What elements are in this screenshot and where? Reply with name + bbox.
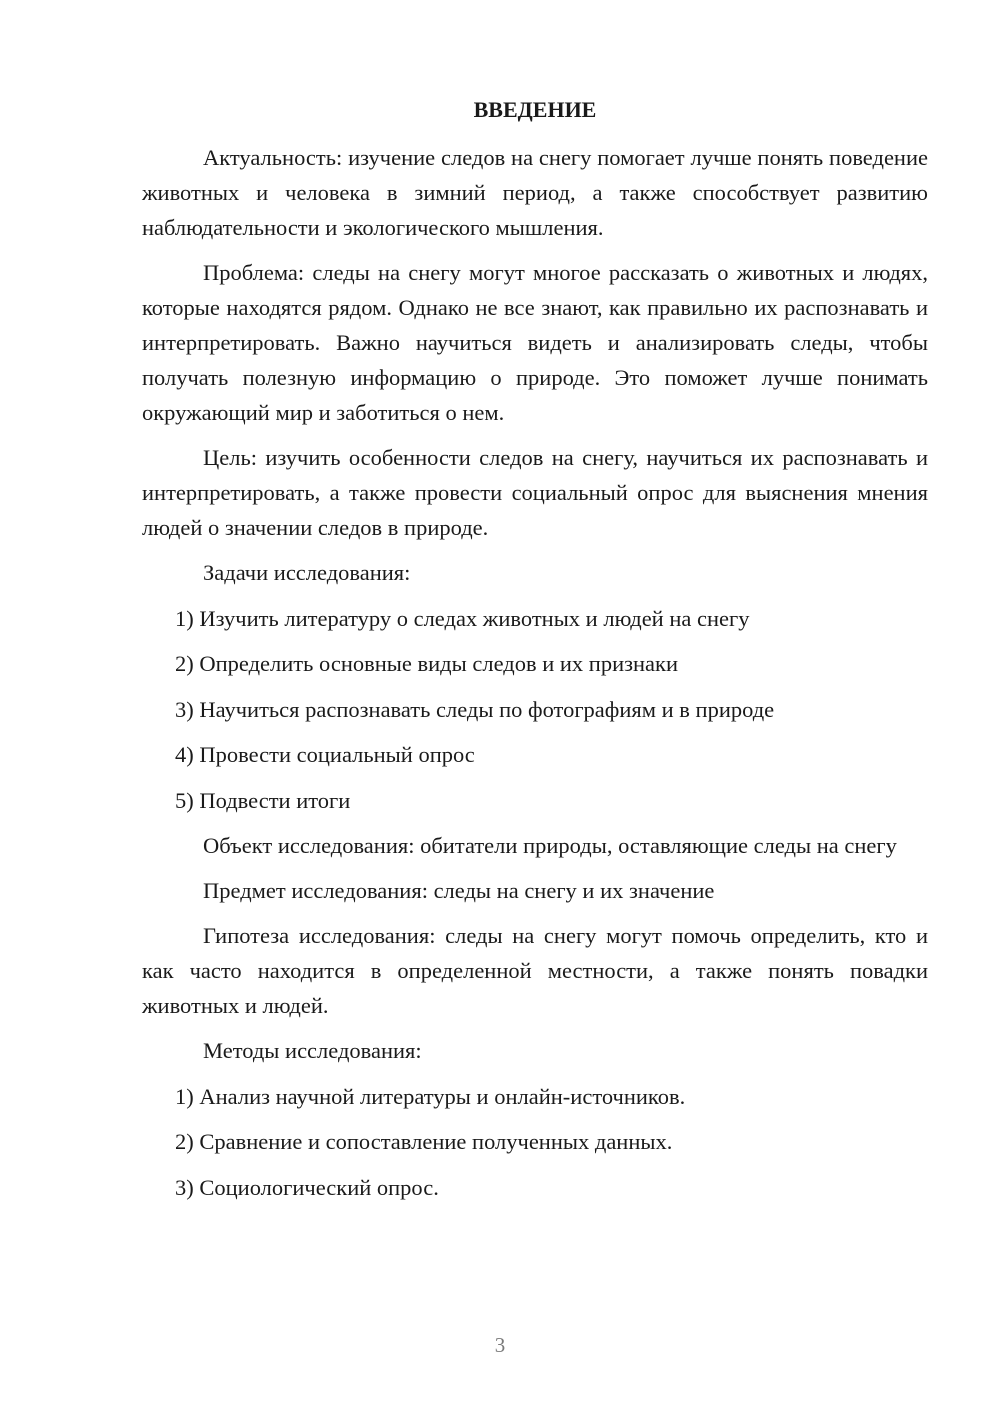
tasks-list — [142, 601, 928, 818]
methods-list — [142, 1079, 928, 1205]
object-paragraph: Объект исследования: обитатели природы, оставляющие следы на снегу — [203, 833, 897, 858]
hypothesis-paragraph: Гипотеза исследования: следы на снегу могут помочь определить, кто и как часто находится в определенной местности, а также понять повадки животных и людей. — [142, 923, 928, 1018]
problem-paragraph: Проблема: следы на снегу могут многое рассказать о животных и людях, которые находятся рядом. Однако не все знают, как правильно их распознавать и интерпретировать. Важно научиться видеть и анализировать следы, чтобы получать полезную информацию о природе. Это поможет лучше понимать окружающий мир и заботиться о нем. — [142, 260, 928, 425]
relevance-paragraph: Актуальность: изучение следов на снегу помогает лучше понять поведение животных и человека в зимний период, а также способствует развитию наблюдательности и экологического мышления. — [142, 145, 928, 240]
subject-paragraph: Предмет исследования: следы на снегу и их значение — [203, 878, 715, 903]
list-item: 3) Научиться распознавать следы по фотографиям и в природе — [175, 696, 775, 722]
list-item: 4) Провести социальный опрос — [175, 742, 475, 767]
list-item: 3) Социологический опрос. — [175, 1174, 439, 1200]
document-page — [142, 90, 928, 1215]
goal-paragraph: Цель: изучить особенности следов на снегу, научиться их распознавать и интерпретировать, а также провести социальный опрос для выяснения мнения людей о значении следов в природе. — [142, 445, 928, 540]
list-item: 1) Изучить литературу о следах животных и людей на снегу — [175, 605, 750, 631]
page-number: 3 — [494, 1333, 506, 1357]
methods-heading: Методы исследования: — [203, 1038, 422, 1063]
list-item: 5) Подвести итоги — [175, 787, 351, 813]
tasks-heading: Задачи исследования: — [203, 560, 411, 585]
page-title: ВВЕДЕНИЕ — [473, 97, 597, 122]
list-item: 1) Анализ научной литературы и онлайн-источников. — [175, 1083, 686, 1109]
list-item: 2) Сравнение и сопоставление полученных данных. — [175, 1129, 673, 1154]
list-item: 2) Определить основные виды следов и их признаки — [175, 651, 679, 676]
